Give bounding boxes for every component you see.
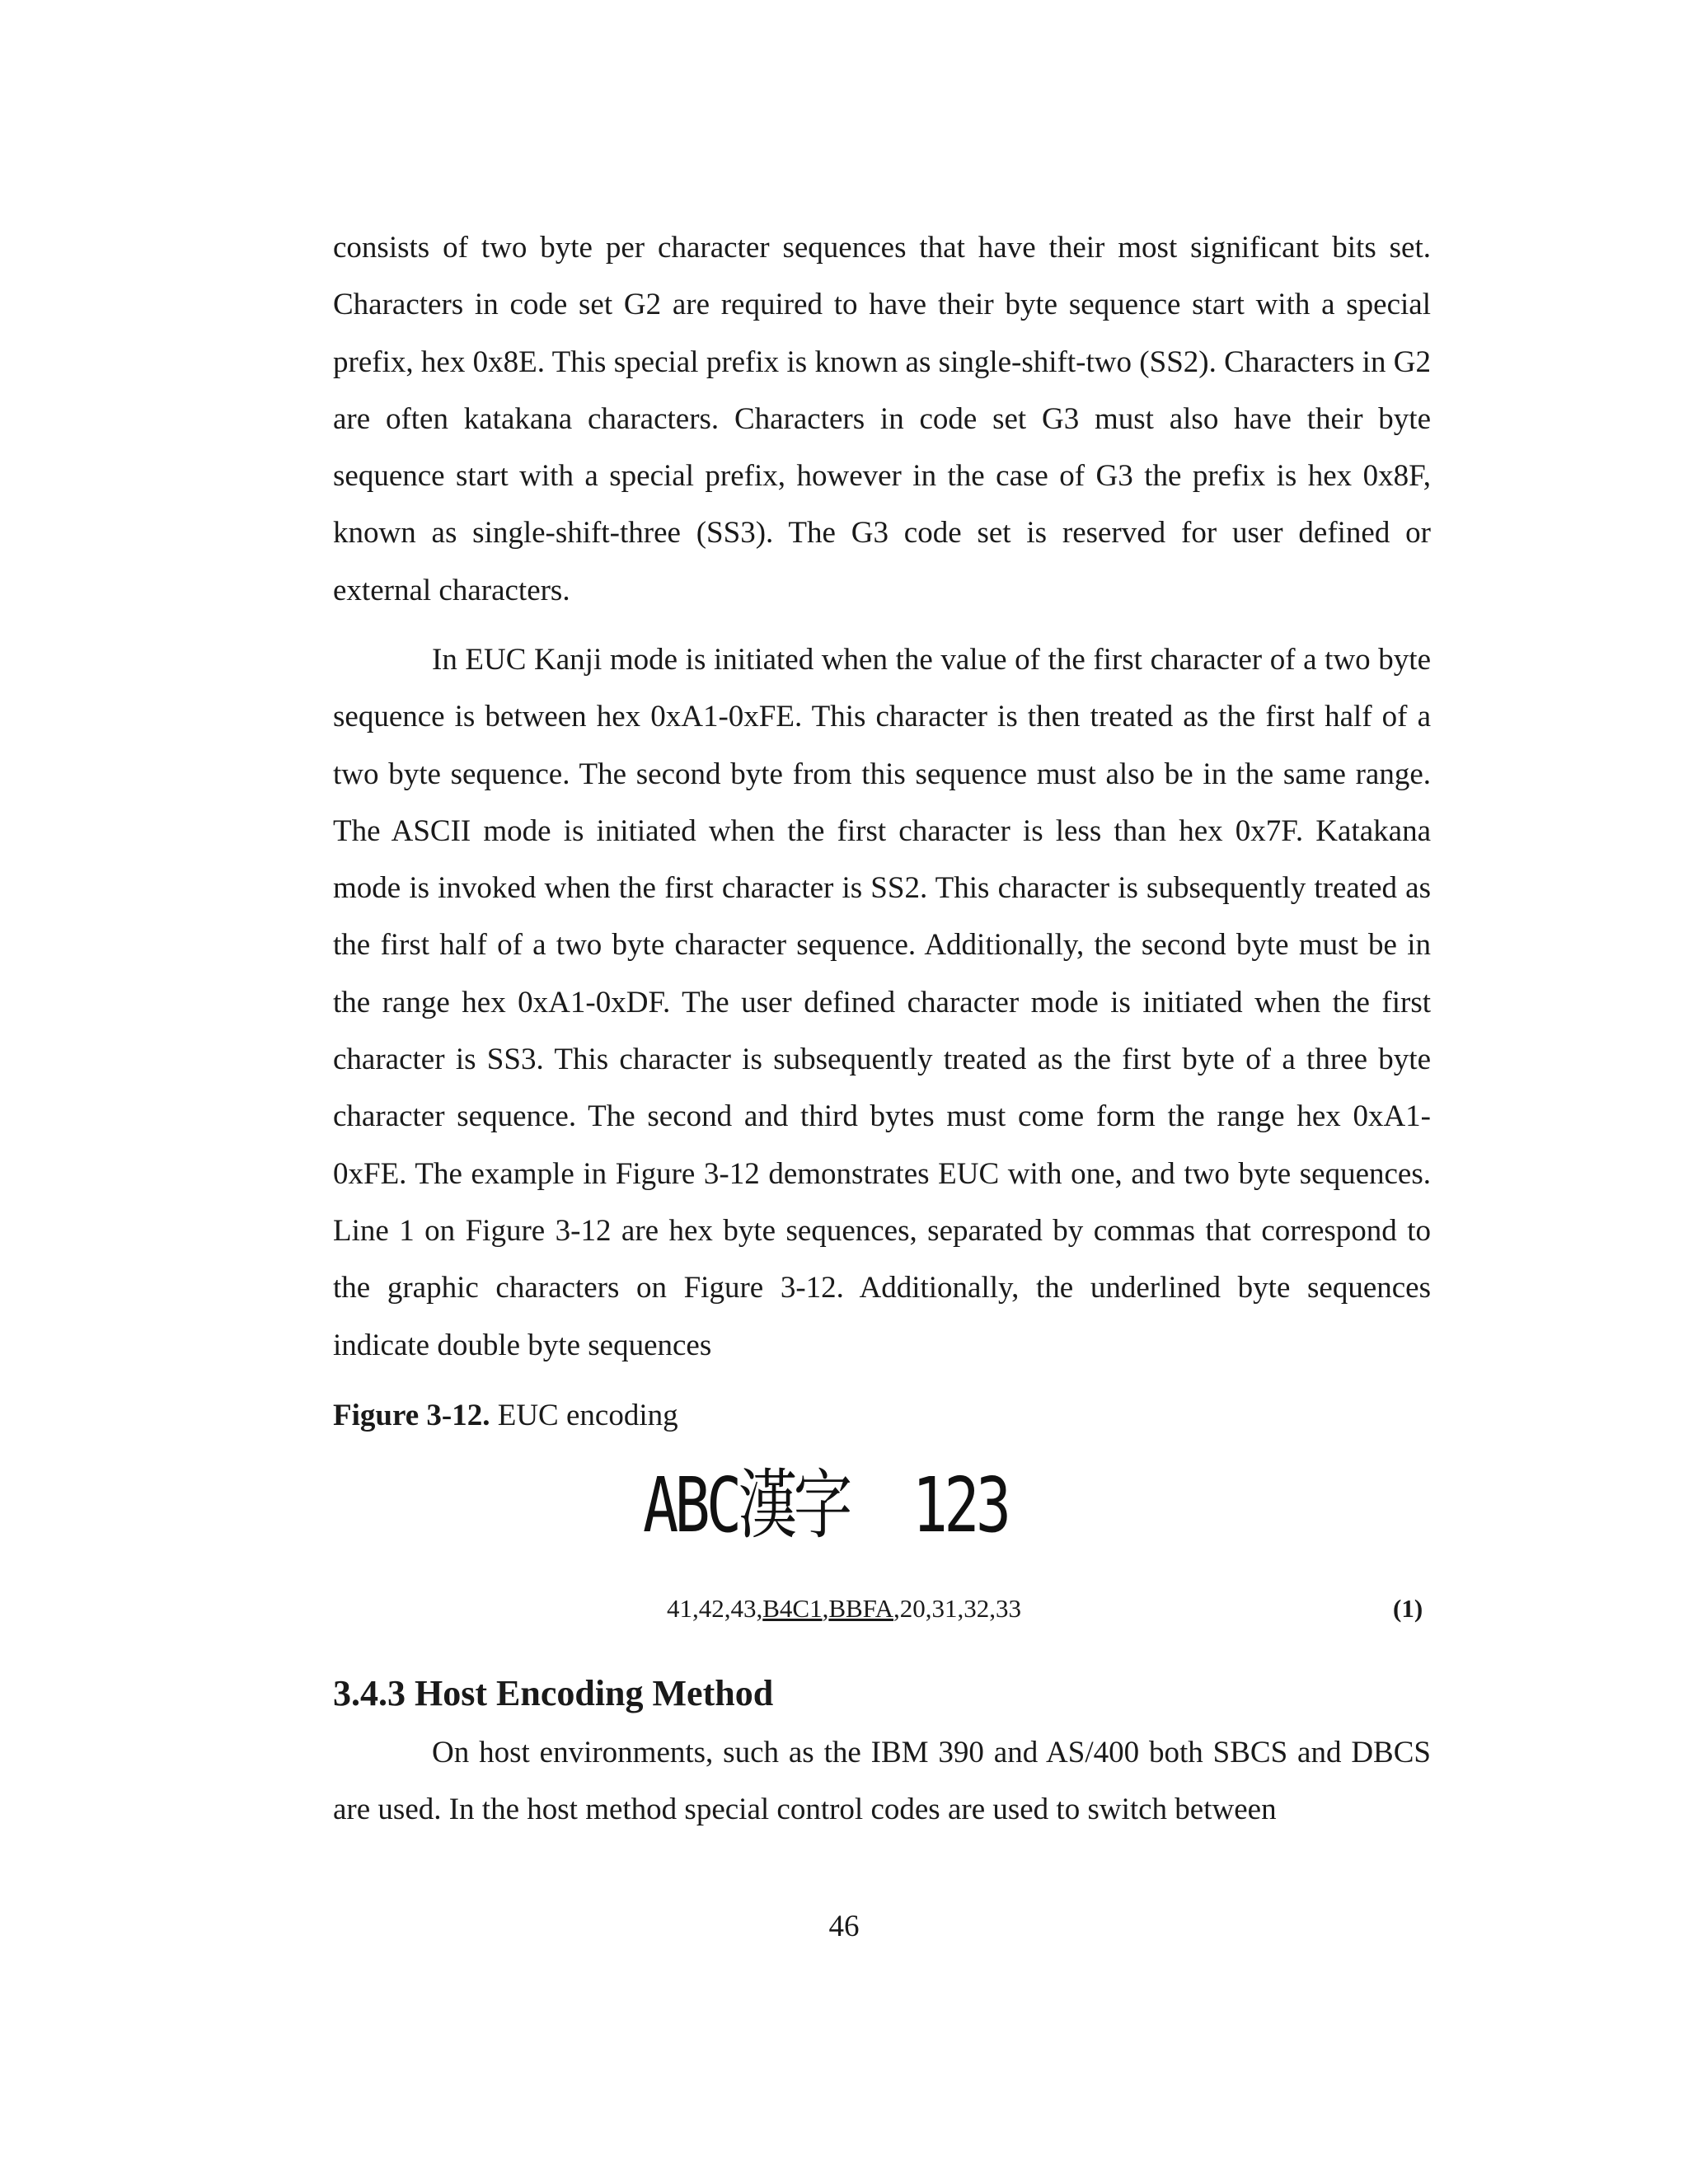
byte-separator: , <box>822 1594 829 1623</box>
single-byte-group-1: 41,42,43, <box>666 1594 763 1623</box>
single-byte-group-2: ,20,31,32,33 <box>893 1594 1022 1623</box>
double-byte-sequence-1: B4C1 <box>762 1594 823 1623</box>
body-text-block-1 <box>333 219 1431 619</box>
body-text-block-2 <box>333 631 1431 1374</box>
paragraph-host-encoding: On host environments, such as the IBM 390 and AS/400 both SBCS and DBCS are used. In the host method special control codes are used to switch between <box>333 1736 1431 1827</box>
section-heading: 3.4.3 Host Encoding Method <box>333 1673 774 1713</box>
figure-label: Figure 3-12. <box>333 1399 490 1432</box>
paragraph-euc-modes: In EUC Kanji mode is initiated when the value of the first character of a two byte sequence is between hex 0xA1-0xFE. This character is then treated as the first half of a two byte sequence. The second byte from this sequence must also be in the same range. The ASCII mode is initiated when the first character is less than hex 0x7F. Katakana mode is invoked when the first character is SS2. This character is subsequently treated as the first half of a two byte character sequence. Additionally, the second byte must be in the range hex 0xA1-0xDF. The user defined character mode is initiated when the first character is SS3. This character is subsequently treated as the first byte of a three byte character sequence. The second and third bytes must come form the range hex 0xA1-0xFE. The example in Figure 3-12 demonstrates EUC with one, and two byte sequences. Line 1 on Figure 3-12 are hex byte sequences, separated by commas that correspond to the graphic characters on Figure 3-12. Additionally, the underlined byte sequences indicate double byte sequences <box>333 643 1431 1362</box>
page-number: 46 <box>828 1910 860 1943</box>
hex-byte-sequence <box>0 1591 1688 1627</box>
euc-glyph-sample-image: ABC漢字 123 <box>643 1461 1008 1549</box>
body-text-block-3 <box>333 1724 1431 1839</box>
equation-number: (1) <box>1393 1594 1423 1623</box>
figure-caption-text: EUC encoding <box>497 1399 678 1432</box>
figure-caption <box>333 1394 678 1437</box>
paragraph-euc-code-sets: consists of two byte per character sequences that have their most significant bits set. Characters in code set G2 are required to have their byte sequence start with a special prefix, hex 0x8E. This special prefix is known as single-shift-two (SS2). Characters in G2 are often katakana characters. Characters in code set G3 must also have their byte sequence start with a special prefix, however in the case of G3 the prefix is hex 0x8F, known as single-shift-three (SS3). The G3 code set is reserved for user defined or external characters. <box>333 231 1431 607</box>
double-byte-sequence-2: BBFA <box>828 1594 894 1623</box>
